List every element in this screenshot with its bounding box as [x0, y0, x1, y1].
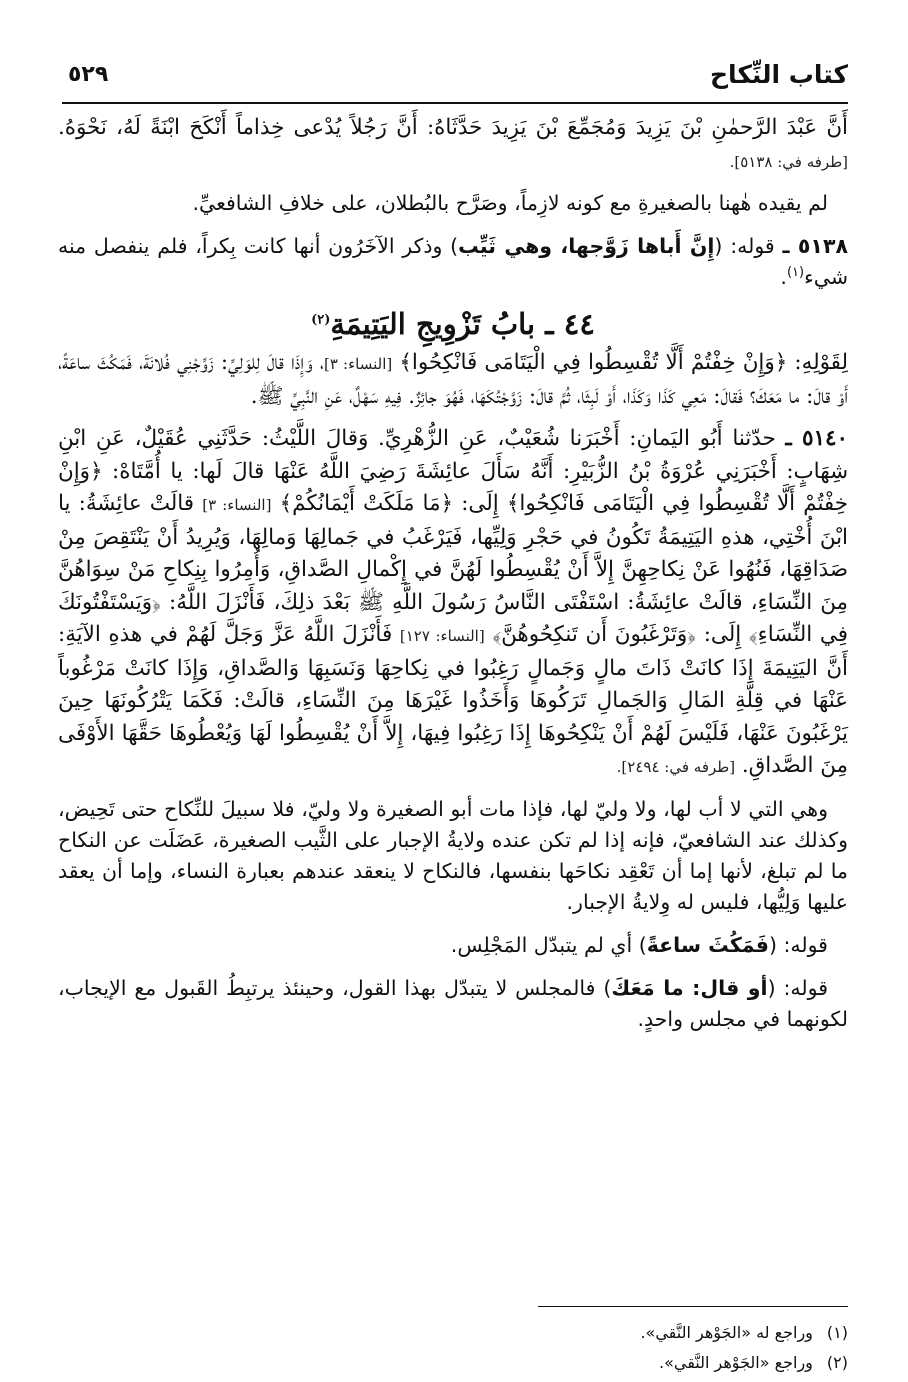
- footnote-number: (١): [826, 1323, 848, 1342]
- chapter-heading: [58, 305, 848, 343]
- footnote: [58, 1322, 848, 1352]
- commentary-paragraph: [58, 973, 848, 1035]
- commentary-paragraph: وهي التي لا أب لها، ولا وليّ لها، فإذا مات أبو الصغيرة ولا وليّ، فلا سبيلَ للنِّكاح حتى تَحِيض، وكذلك عند الشافعيّ، فإنه إذا لم تكن عنده ولايةُ الإجبار على الثَّيب الصغيرة، عَضَلَت عن النكاح ما لم تبلغ، لأنها إما أن تَعْقِد نكاحَها بنفسها، فالنكاح لا ينعقد عندهم بعبارة النساء، وإما أن يعقد عليها وَلِيُّها، فليس له وِلايةُ الإجبار.: [58, 796, 848, 914]
- quran-verse: لِقَوْلِهِ: ﴿وَإِنْ خِفْتُمْ أَلَّا تُقْسِطُوا فِي الْيَتَامَى فَانْكِحُوا﴾: [399, 350, 848, 375]
- commentary-text: قوله: (: [714, 234, 775, 258]
- verse-reference: [النساء: ٣]: [323, 355, 393, 373]
- footnote-divider: [538, 1306, 848, 1307]
- commentary-text: ) وذكر الآخَرُون أنها كانت بِكراً، فلم ينفصل منه شيء: [58, 234, 848, 289]
- verse-reference: [النساء: ٣]: [202, 496, 272, 514]
- hadith-text: حدّثنا أَبُو اليَمانِ: أَخْبَرَنا شُعَيْبٌ، عَنِ الزُّهْرِيِّ. وَقالَ اللَّيْثُ: حَدَّثَنِي عُقَيْلٌ، عَنِ ابْنِ شِهَابٍ: أَخْبَرَنِي عُرْوَةُ بْنُ الزُّبَيْرِ: أَنَّهُ سَأَلَ عائِشَةَ رَضِيَ اللَّهُ عَنْهَا قالَ لَها: يا أُمَّتَاهْ: ﴿وَإِنْ خِفْتُمْ أَلَّا تُقْسِطُوا فِي الْيَتَامَى فَانْكِحُوا﴾ إِلَى: ﴿مَا مَلَكَتْ أَيْمَانُكُمْ﴾: [58, 426, 848, 516]
- commentary-paragraph: [58, 930, 848, 961]
- page-number: ٥٢٩: [68, 62, 109, 87]
- footnote-text: وراجع له «الجَوْهر النَّقي».: [640, 1323, 813, 1342]
- page-body: [58, 112, 848, 1047]
- commentary-5138: [58, 231, 848, 293]
- footnote-number: (٢): [826, 1353, 848, 1372]
- commentary-paragraph: لم يقيده هٰهنا بالصغيرةِ مع كونه لازِماً، وصَرَّح بالبُطلان، على خلافِ الشافعيِّ.: [192, 191, 828, 215]
- chapter-intro: [58, 347, 848, 413]
- hadith-text: فَأَنْزَلَ اللَّهُ عَزَّ وَجَلَّ لَهُمْ في هذهِ الآيَةِ: أَنَّ اليَتِيمَةَ إِذَا كانَتْ ذَاتَ مالٍ وَجَمالٍ رَغِبُوا في نِكاحِهَا وَنَسَبِهَا وَالصَّداقِ، وَإِذَا كانَتْ مَرْغُوباً عَنْهَا في قِلَّةِ المَالِ وَالجَمالِ تَرَكُوهَا وَأَخَذُوا غَيْرَهَا مِنَ النِّسَاءِ، قالَتْ: فَكَمَا يَتْرُكُونَهَا حِينَ يَرْغَبُونَ عَنْهَا، فَلَيْسَ لَهُمْ أَنْ يَنْكِحُوهَا إِذَا رَغِبُوا فِيهَا، إِلاَّ أَنْ يُقْسِطُوا لَهَا وَيُعْطُوهَا حَقَّهَا الأَوْفَى مِنَ الصَّداقِ.: [58, 622, 848, 778]
- commentary-text: .: [780, 265, 787, 289]
- hadith-text: قالَتْ عائِشَةُ: يا ابْنَ أُخْتِي، هذهِ اليَتِيمَةُ تَكُونُ في حَجْرِ وَلِيِّها، فَيَرْغَبُ في جَمالِهَا وَمالِهَا، وَيُرِيدُ أَنْ يَنْتَقِصَ مِنْ صَدَاقِهَا، فَنُهُوا عَنْ نِكاحِهِنَّ إِلاَّ أَنْ يُقْسِطُوا لَهُنَّ في إِكْمالِ الصَّداقِ، وَأُمِرُوا بِنِكاحِ مَنْ سِوَاهُنَّ مِنَ النِّسَاءِ، قالَتْ عائِشَةُ: اسْتَفْتَى النَّاسُ رَسُولَ اللَّهِ ﷺ بَعْدَ ذلِكَ، فَأَنْزَلَ اللَّهُ: ﴿وَيَسْتَفْتُونَكَ فِي النِّسَاءِ﴾ إِلَى: ﴿وَتَرْغَبُونَ أَن تَنكِحُوهُنَّ﴾: [58, 491, 848, 647]
- hadith-number: ٥١٣٨ ـ: [782, 234, 848, 258]
- hadith-text: أَنَّ عَبْدَ الرَّحمٰنِ بْنَ يَزِيدَ وَمُجَمِّعَ بْنَ يَزِيدَ حَدَّثَاهُ: أَنَّ رَجُلاً يُدْعى خِذاماً أَنْكَحَ ابْنَةً لَهُ، نَحْوَهُ.: [58, 115, 848, 140]
- verse-reference: [النساء: ١٢٧]: [399, 627, 485, 645]
- commentary-text: قوله: (: [767, 975, 828, 1000]
- commentary-text: ) أي لم يتبدّل المَجْلِس.: [450, 932, 647, 957]
- hadith-number: ٥١٤٠ ـ: [785, 426, 848, 451]
- running-header: [62, 58, 848, 104]
- cross-reference: [طرفه في: ٢٤٩٤].: [616, 758, 736, 776]
- footnotes: [58, 1322, 848, 1382]
- footnote: [58, 1352, 848, 1382]
- footnote-text: وراجع «الجَوْهر النَّقي».: [659, 1353, 813, 1372]
- hadith-continuation: [58, 112, 848, 178]
- quoted-phrase: إِنَّ أَباها زَوَّجها، وهي ثَيِّب: [458, 234, 715, 258]
- hadith-5140: [58, 423, 848, 784]
- commentary-text: قوله: (: [768, 932, 828, 957]
- chapter-title: ٤٤ ـ بابُ تَزْوِيجِ اليَتِيمَةِ: [330, 307, 595, 341]
- chapter-intro-text: ، وَإِذَا قالَ لِلوَلِيِّ: زَوِّجْنِي فُلانَةَ، فَمَكُثَ ساعَةً، أَوْ قالَ: ما مَعَكَ؟ فَقالَ: مَعِي كَذَا وَكَذَا، أَوْ لَبِثَا، ثُمَّ قالَ: زَوَّجْتُكَهَا، فَهُوَ جائِزٌ. فِيهِ سَهْلٌ، عَنِ النَّبِيِّ ﷺ.: [58, 350, 848, 409]
- quoted-phrase: فَمَكُثَ ساعةً: [646, 932, 769, 957]
- footnote-marker: (١): [786, 265, 805, 281]
- cross-reference: [طرفه في: ٥١٣٨].: [729, 152, 848, 171]
- quoted-phrase: أو قال: ما مَعَكَ: [611, 975, 768, 1000]
- book-title: كتاب النِّكاح: [709, 60, 848, 89]
- footnote-marker: (٢): [311, 312, 331, 328]
- commentary-text: ) فالمجلس لا يتبدّل بهذا القول، وحينئذ يرتبِطُ القَبول مع الإيجاب، لكونهما في مجلس واحدٍ.: [58, 975, 848, 1031]
